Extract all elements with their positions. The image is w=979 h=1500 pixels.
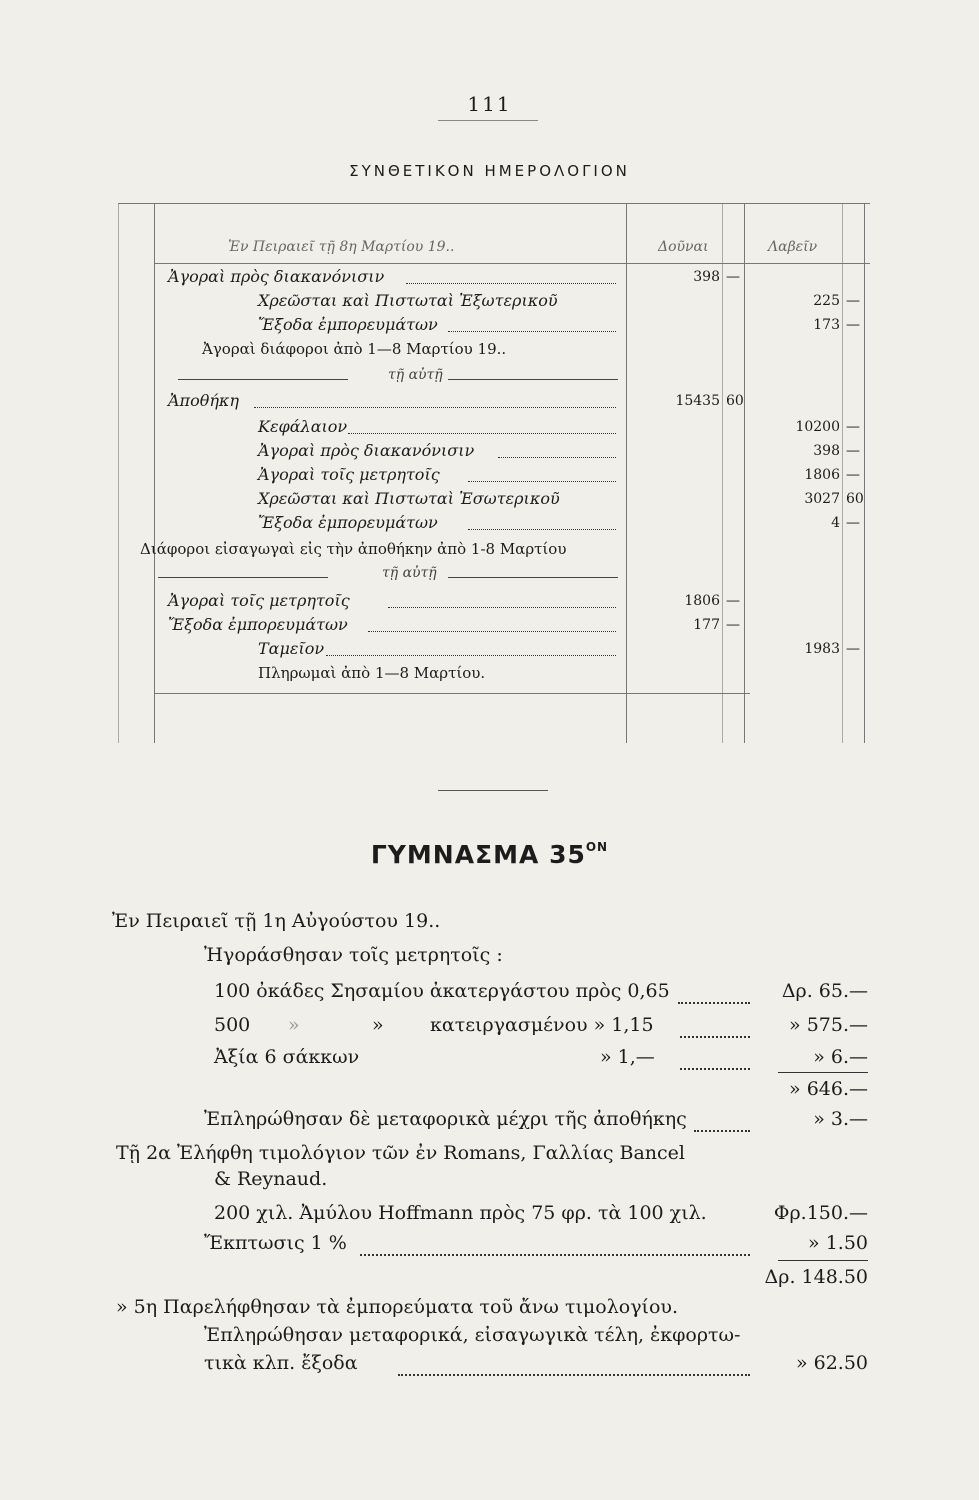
ledger-debit-amount: 398 bbox=[693, 269, 720, 285]
ledger-row bbox=[158, 637, 864, 661]
ledger-row bbox=[158, 313, 864, 337]
ditto-mark: » bbox=[288, 1014, 300, 1036]
ledger-row-text: Ἀγοραὶ τοῖς μετρητοῖς bbox=[168, 591, 350, 610]
ledger-row bbox=[118, 537, 824, 561]
ledger-left-edge bbox=[118, 203, 119, 743]
ledger-row bbox=[158, 415, 864, 439]
leader-dots bbox=[398, 1358, 750, 1376]
page-number: 111 bbox=[467, 92, 512, 116]
ledger-row bbox=[158, 661, 864, 685]
amount-subtotal: » 646.— bbox=[789, 1078, 868, 1100]
ledger-sub-rule-left bbox=[158, 577, 328, 578]
page-number-rule bbox=[438, 120, 538, 121]
ledger-credit-decimal: — bbox=[846, 641, 860, 657]
ledger-row bbox=[158, 439, 864, 463]
amount-transport: » 3.— bbox=[813, 1108, 868, 1130]
exercise-line-sesame-raw: 100 ὀκάδες Σησαμίου ἀκατεργάστου πρὸς 0,65 bbox=[214, 980, 670, 1002]
ledger-row bbox=[158, 589, 864, 613]
ledger-credit-decimal: — bbox=[846, 443, 860, 459]
ledger-sub-rule-right bbox=[448, 577, 618, 578]
ledger-debit-amount: 15435 bbox=[675, 393, 720, 409]
ledger-row bbox=[158, 463, 864, 487]
ledger-credit-decimal: 60 bbox=[846, 491, 864, 507]
ledger-leader-dots bbox=[498, 439, 616, 458]
ledger-debit-decimal: 60 bbox=[726, 393, 744, 409]
ledger-row-narration: Ἀγοραὶ διάφοροι ἀπὸ 1—8 Μαρτίου 19.. bbox=[202, 340, 507, 358]
sum-rule bbox=[778, 1072, 868, 1073]
ledger-leader-dots bbox=[406, 265, 616, 284]
exercise-title-suffix: ΟΝ bbox=[585, 840, 609, 854]
exercise-line-sesame-processed: κατειργασμένου » 1,15 bbox=[430, 1014, 654, 1036]
ledger-debit-decimal: — bbox=[726, 617, 740, 633]
ledger-row-text: Ταμεῖον bbox=[258, 639, 325, 658]
ledger-credit-amount: 225 bbox=[813, 293, 840, 309]
ledger-leader-dots bbox=[348, 415, 616, 434]
ledger-top-rule bbox=[118, 203, 870, 204]
ledger-credit-decimal: — bbox=[846, 317, 860, 333]
journal-title: ΣΥΝΘΕΤΙΚΟΝ ΗΜΕΡΟΛΟΓΙΟΝ bbox=[349, 162, 630, 180]
exercise-line-transport: Ἐπληρώθησαν δὲ μεταφορικὰ μέχρι τῆς ἀποθήκης bbox=[204, 1108, 687, 1130]
amount-discount: » 1.50 bbox=[808, 1232, 868, 1254]
ledger-credit-amount: 10200 bbox=[795, 419, 840, 435]
ledger-row-text: Ἔξοδα ἐμπορευμάτων bbox=[258, 513, 438, 532]
exercise-line-starch: 200 χιλ. Ἀμύλου Hoffmann πρὸς 75 φρ. τὰ 100 χιλ. bbox=[214, 1202, 707, 1224]
ledger-row-narration: Πληρωμαὶ ἀπὸ 1—8 Μαρτίου. bbox=[258, 664, 486, 682]
ledger-row-text: Χρεῶσται καὶ Πιστωταὶ Ἐσωτερικοῦ bbox=[258, 489, 560, 508]
ledger-credit-decimal: — bbox=[846, 419, 860, 435]
ledger-credit-amount: 4 bbox=[831, 515, 840, 531]
ledger-leader-dots bbox=[254, 389, 616, 408]
exercise-line-discount: Ἔκπτωσις 1 % bbox=[204, 1232, 347, 1254]
section-rule bbox=[438, 790, 548, 791]
ledger-row bbox=[158, 337, 864, 361]
ledger-row-narration: Διάφοροι εἰσαγωγαὶ εἰς τὴν ἀποθήκην ἀπὸ 1-8 Μαρτίου bbox=[140, 540, 567, 558]
ledger-leader-dots bbox=[368, 613, 616, 632]
ledger-bottom-rule bbox=[154, 693, 750, 694]
leader-dots bbox=[360, 1238, 750, 1256]
ledger-date-column-rule bbox=[154, 203, 155, 743]
exercise-line-500-qty: 500 bbox=[214, 1014, 251, 1036]
ledger-credit-decimal: — bbox=[846, 515, 860, 531]
amount-sesame-raw: Δρ. 65.— bbox=[781, 980, 868, 1002]
exercise-date-line: Ἐν Πειραιεῖ τῇ 1η Αὐγούστου 19.. bbox=[112, 910, 441, 932]
ledger-row-text: Ἀγοραὶ πρὸς διακανόνισιν bbox=[258, 441, 475, 460]
ledger-credit-decimal: — bbox=[846, 293, 860, 309]
exercise-title bbox=[0, 840, 979, 869]
ledger-row bbox=[158, 511, 864, 535]
ledger-credit-decimal: — bbox=[846, 467, 860, 483]
ledger-debit-amount: 177 bbox=[693, 617, 720, 633]
ledger-row-text: Χρεῶσται καὶ Πιστωταὶ Ἐξωτερικοῦ bbox=[258, 291, 558, 310]
ledger-leader-dots bbox=[468, 511, 616, 530]
exercise-line-invoice-cont: & Reynaud. bbox=[214, 1168, 328, 1190]
amount-charges: » 62.50 bbox=[795, 1352, 868, 1374]
ledger-row-text: Ἔξοδα ἐμπορευμάτων bbox=[168, 615, 348, 634]
exercise-line-sacks: Ἀξία 6 σάκκων bbox=[214, 1046, 360, 1068]
exercise-title-text: ΓΥΜΝΑΣΜΑ 35 bbox=[370, 840, 586, 869]
ledger-row bbox=[158, 265, 864, 289]
ledger-row-text: Ἀγοραὶ πρὸς διακανόνισιν bbox=[168, 267, 385, 286]
ledger-debit-decimal: — bbox=[726, 593, 740, 609]
ledger-row bbox=[158, 613, 864, 637]
ledger-row bbox=[158, 487, 864, 511]
ditto-mark: » bbox=[372, 1014, 384, 1036]
ledger-leader-dots bbox=[468, 463, 616, 482]
exercise-line-receipt: » 5η Παρελήφθησαν τὰ ἐμπορεύματα τοῦ ἄνω τιμολογίου. bbox=[116, 1296, 679, 1318]
ledger-leader-dots bbox=[326, 637, 616, 656]
amount-sacks: » 6.— bbox=[813, 1046, 868, 1068]
ledger-credit-amount: 3027 bbox=[804, 491, 840, 507]
ledger-credit-amount: 1806 bbox=[804, 467, 840, 483]
ledger-debit-decimal: — bbox=[726, 269, 740, 285]
ledger-row-text: Κεφάλαιον bbox=[258, 417, 348, 436]
ledger-sub-header: τῇ αὐτῇ bbox=[382, 565, 437, 581]
ledger-credit-amount: 173 bbox=[813, 317, 840, 333]
ledger-sub-header: τῇ αὐτῇ bbox=[388, 367, 443, 383]
ledger-row bbox=[158, 389, 864, 413]
journal-ledger-table bbox=[118, 203, 870, 743]
exercise-line-charges: Ἐπληρώθησαν μεταφορικά, εἰσαγωγικὰ τέλη, ἐκφορτω- bbox=[204, 1324, 741, 1346]
exercise-purchase-heading: Ἠγοράσθησαν τοῖς μετρητοῖς : bbox=[204, 944, 503, 966]
amount-sesame-processed: » 575.— bbox=[789, 1014, 868, 1036]
amount-net-invoice: Δρ. 148.50 bbox=[764, 1266, 868, 1288]
ledger-credit-amount: 1983 bbox=[804, 641, 840, 657]
ledger-sub-rule-right bbox=[448, 379, 618, 380]
ledger-right-edge bbox=[864, 203, 865, 743]
ledger-sub-rule-left bbox=[178, 379, 348, 380]
ledger-debit-amount: 1806 bbox=[684, 593, 720, 609]
exercise-line-charges-cont: τικὰ κλπ. ἔξοδα bbox=[204, 1352, 358, 1374]
exercise-line-invoice: Τῇ 2α Ἐλήφθη τιμολόγιον τῶν ἐν Romans, Γαλλίας Bancel bbox=[116, 1142, 685, 1164]
ledger-header-rule bbox=[154, 263, 870, 264]
ledger-row bbox=[158, 289, 864, 313]
ledger-leader-dots bbox=[448, 313, 616, 332]
ledger-date-header: Ἐν Πειραιεῖ τῇ 8η Μαρτίου 19.. bbox=[228, 239, 455, 255]
ledger-leader-dots bbox=[388, 589, 616, 608]
ledger-credit-amount: 398 bbox=[813, 443, 840, 459]
ledger-row-text: Ἔξοδα ἐμπορευμάτων bbox=[258, 315, 438, 334]
sum-rule bbox=[778, 1260, 868, 1261]
ledger-row-text: Ἀποθήκη bbox=[168, 391, 239, 410]
ledger-row-text: Ἀγοραὶ τοῖς μετρητοῖς bbox=[258, 465, 440, 484]
exercise-line-sacks-price: » 1,— bbox=[600, 1046, 655, 1068]
amount-starch: Φρ.150.— bbox=[773, 1202, 868, 1224]
ledger-debit-header: Δοῦναι bbox=[658, 239, 709, 255]
ledger-credit-header: Λαβεῖν bbox=[768, 239, 818, 255]
